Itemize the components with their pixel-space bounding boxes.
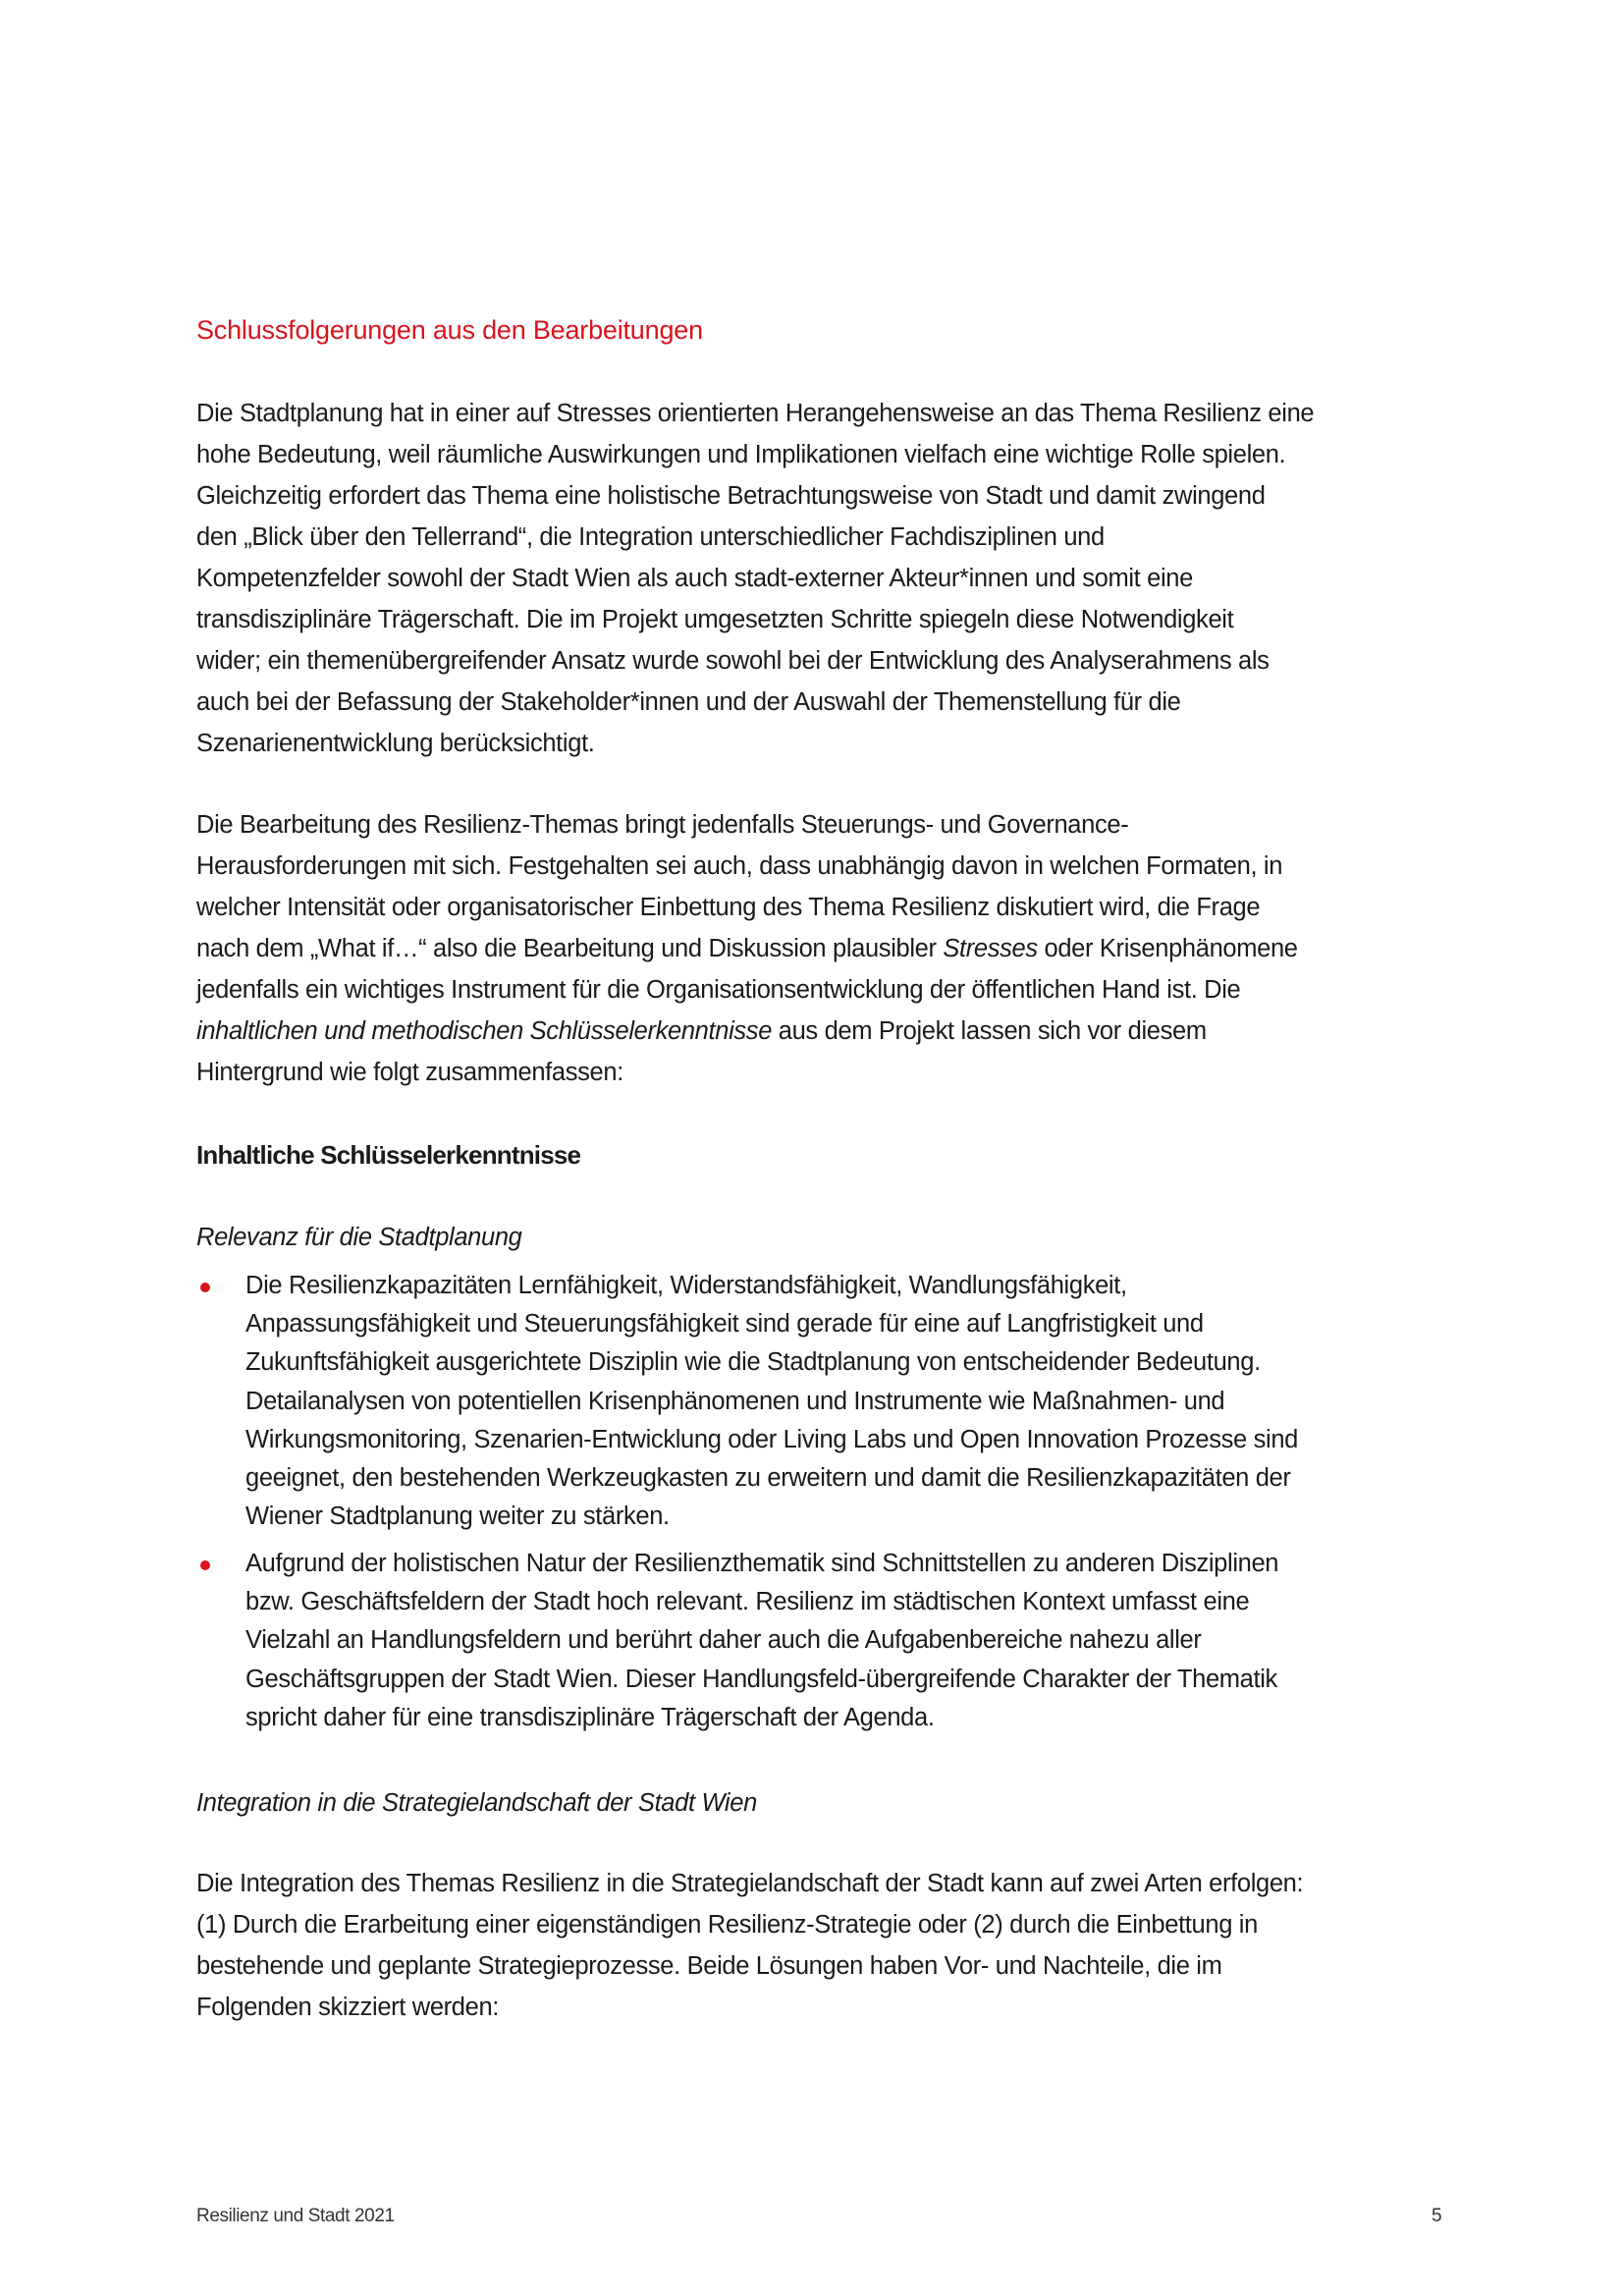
text-segment: Geschäftsgruppen der Stadt Wien. Dieser Handlungsfeld-übergreifende Charakter der Thematik <box>245 1665 1277 1693</box>
text-segment: bestehende und geplante Strategieprozesse. Beide Lösungen haben Vor- und Nachteile, die im <box>196 1952 1222 1980</box>
text-segment: Anpassungsfähigkeit und Steuerungsfähigkeit sind gerade für eine auf Langfristigkeit und <box>245 1310 1204 1339</box>
text-line <box>196 846 1298 887</box>
text-segment: Die Bearbeitung des Resilienz-Themas bringt jedenfalls Steuerungs- und Governance- <box>196 811 1129 839</box>
paragraph-3 <box>196 1863 1303 2028</box>
subsection-title-relevance <box>196 1217 522 1258</box>
section-heading <box>196 309 703 351</box>
text-segment: geeignet, den bestehenden Werkzeugkasten zu erweitern und damit die Resilienzkapazitäten der <box>245 1463 1291 1492</box>
text-line <box>196 804 1298 846</box>
text-line <box>245 1661 1278 1699</box>
text-line <box>196 1052 1298 1093</box>
italic-title: Integration in die Strategielandschaft der Stadt Wien <box>196 1789 757 1817</box>
text-segment: transdisziplinäre Trägerschaft. Die im Projekt umgesetzten Schritte spiegeln diese Notwendigkeit <box>196 606 1234 633</box>
bullet-text <box>245 1545 1278 1737</box>
text-line <box>245 1699 1278 1737</box>
bullet-item-2 <box>245 1545 1278 1737</box>
text-segment: oder Krisenphänomene <box>1037 935 1298 962</box>
text-segment: aus dem Projekt lassen sich vor diesem <box>772 1017 1207 1045</box>
italic-text: Stresses <box>943 935 1038 962</box>
text-line <box>196 393 1314 434</box>
text-line <box>245 1459 1298 1498</box>
subsection-title-integration <box>196 1782 757 1824</box>
text-segment: Hintergrund wie folgt zusammenfassen: <box>196 1059 623 1086</box>
text-segment: Die Stadtplanung hat in einer auf Stresses orientierten Herangehensweise an das Thema Resilienz eine <box>196 400 1315 427</box>
text-line <box>245 1383 1298 1421</box>
italic-title: Relevanz für die Stadtplanung <box>196 1224 522 1251</box>
text-line <box>245 1305 1298 1343</box>
text-segment: Die Resilienzkapazitäten Lernfähigkeit, Widerstandsfähigkeit, Wandlungsfähigkeit, <box>245 1272 1127 1299</box>
text-segment: welcher Intensität oder organisatorischer Einbettung des Thema Resilienz diskutiert wird, die Frage <box>196 894 1261 921</box>
subheading-text: Inhaltliche Schlüsselerkenntnisse <box>196 1140 581 1170</box>
text-line <box>196 682 1314 723</box>
text-line <box>245 1583 1278 1621</box>
page-number: 5 <box>1432 2206 1442 2226</box>
text-segment: wider; ein themenübergreifender Ansatz wurde sowohl bei der Entwicklung des Analyserahmens als <box>196 647 1270 675</box>
text-line <box>196 434 1314 475</box>
text-segment: spricht daher für eine transdisziplinäre Trägerschaft der Agenda. <box>245 1703 935 1731</box>
text-line <box>196 723 1314 764</box>
text-line <box>196 1863 1303 1904</box>
text-line <box>245 1545 1278 1583</box>
italic-text: inhaltlichen und methodischen Schlüsselerkenntnisse <box>196 1017 773 1045</box>
text-segment: Wiener Stadtplanung weiter zu stärken. <box>245 1503 670 1531</box>
text-line <box>245 1621 1278 1660</box>
text-segment: auch bei der Befassung der Stakeholder*innen und der Auswahl der Themenstellung für die <box>196 688 1181 716</box>
text-line <box>196 517 1314 558</box>
text-line <box>196 599 1314 640</box>
text-line <box>245 1343 1298 1382</box>
text-line <box>245 1498 1298 1536</box>
subheading <box>196 1134 580 1175</box>
text-line <box>196 969 1298 1011</box>
text-segment: Szenarienentwicklung berücksichtigt. <box>196 730 595 757</box>
text-segment: Detailanalysen von potentiellen Krisenphänomenen und Instrumente wie Maßnahmen- und <box>245 1387 1225 1415</box>
text-segment: Vielzahl an Handlungsfeldern und berührt daher auch die Aufgabenbereiche nahezu aller <box>245 1626 1202 1655</box>
text-line <box>196 928 1298 969</box>
text-segment: Aufgrund der holistischen Natur der Resilienzthematik sind Schnittstellen zu anderen Disziplinen <box>245 1550 1279 1577</box>
text-segment: hohe Bedeutung, weil räumliche Auswirkungen und Implikationen vielfach eine wichtige Rolle spielen. <box>196 441 1286 468</box>
text-line <box>196 1945 1303 1987</box>
text-segment: Zukunftsfähigkeit ausgerichtete Disziplin wie die Stadtplanung von entscheidender Bedeutung. <box>245 1348 1261 1377</box>
paragraph-1 <box>196 393 1314 764</box>
text-line <box>196 1904 1303 1945</box>
footer-title: Resilienz und Stadt 2021 <box>196 2206 395 2226</box>
text-segment: Folgenden skizziert werden: <box>196 1994 500 2021</box>
heading-text: Schlussfolgerungen aus den Bearbeitungen <box>196 315 703 345</box>
text-segment: Kompetenzfelder sowohl der Stadt Wien als auch stadt-externer Akteur*innen und somit eine <box>196 565 1193 592</box>
text-line <box>196 1011 1298 1052</box>
text-line <box>196 558 1314 599</box>
text-segment: jedenfalls ein wichtiges Instrument für die Organisationsentwicklung der öffentlichen Hand ist. Die <box>196 976 1241 1004</box>
text-line <box>196 1987 1303 2028</box>
text-segment: den „Blick über den Tellerrand“, die Integration unterschiedlicher Fachdisziplinen und <box>196 523 1105 551</box>
text-line <box>245 1421 1298 1459</box>
bullet-text <box>245 1267 1298 1536</box>
text-segment: Gleichzeitig erfordert das Thema eine holistische Betrachtungsweise von Stadt und damit zwingend <box>196 482 1266 510</box>
text-line <box>196 887 1298 928</box>
text-segment: Herausforderungen mit sich. Festgehalten sei auch, dass unabhängig davon in welchen Formaten, in <box>196 852 1283 880</box>
text-segment: Wirkungsmonitoring, Szenarien-Entwicklung oder Living Labs und Open Innovation Prozesse sind <box>245 1425 1298 1453</box>
text-segment: nach dem „What if…“ also die Bearbeitung und Diskussion plausibler <box>196 935 944 962</box>
paragraph-2 <box>196 804 1298 1093</box>
text-segment: (1) Durch die Erarbeitung einer eigenständigen Resilienz-Strategie oder (2) durch die Einbettung in <box>196 1911 1258 1939</box>
bullet-icon <box>200 1283 210 1292</box>
text-line <box>196 640 1314 682</box>
text-segment: bzw. Geschäftsfeldern der Stadt hoch relevant. Resilienz im städtischen Kontext umfasst eine <box>245 1588 1250 1616</box>
text-line <box>245 1267 1298 1305</box>
text-segment: Die Integration des Themas Resilienz in die Strategielandschaft der Stadt kann auf zwei Arten erfolgen: <box>196 1870 1304 1897</box>
bullet-item-1 <box>245 1267 1298 1536</box>
text-line <box>196 475 1314 517</box>
bullet-icon <box>200 1560 210 1570</box>
